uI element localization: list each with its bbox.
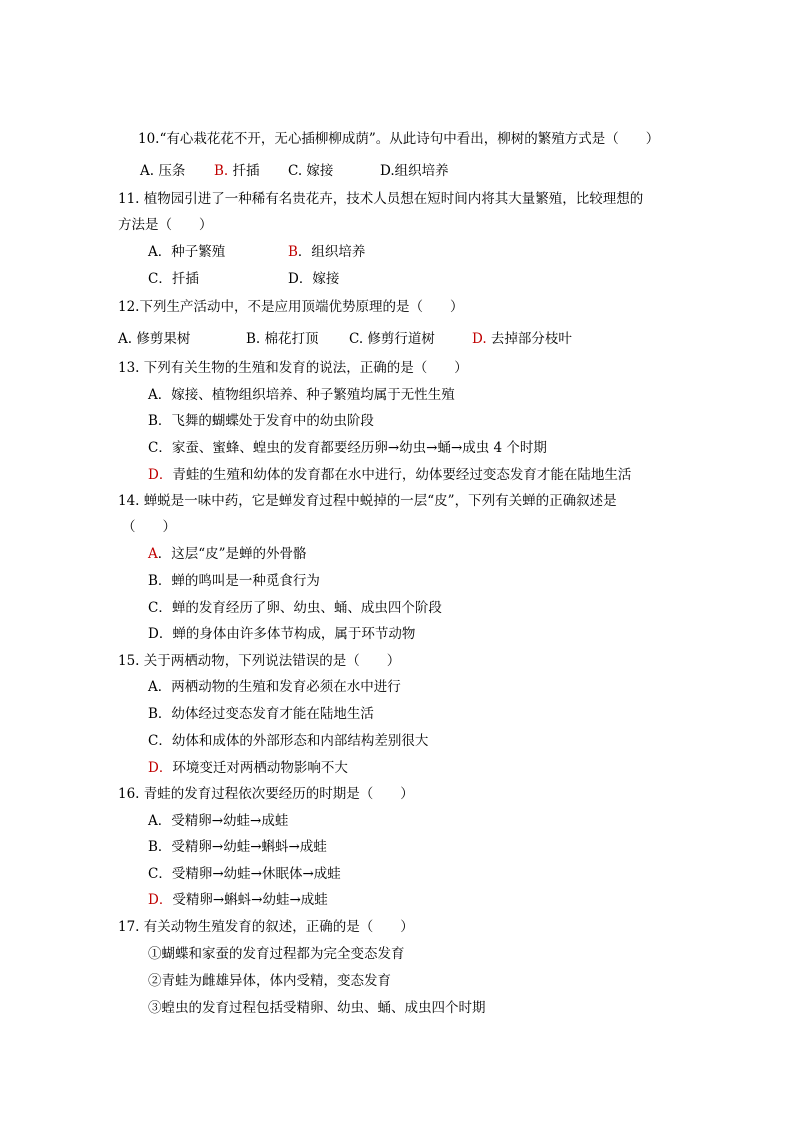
q16-option-b: B．受精卵→幼蛙→蝌蚪→成蛙 — [148, 839, 327, 855]
q11-option-a: A．种子繁殖 — [148, 244, 226, 260]
q11-option-b-letter: B — [288, 244, 298, 260]
q10-option-b-text: 扦插 — [228, 163, 260, 179]
q10-option-a: A. 压条 — [140, 163, 186, 179]
q17-item-3: ③蝗虫的发育过程包括受精卵、幼虫、蛹、成虫四个时期 — [148, 1000, 486, 1016]
q14-option-b: B．蝉的鸣叫是一种觅食行为 — [148, 573, 320, 589]
q16-option-c: C．受精卵→幼蛙→休眠体→成蛙 — [148, 866, 341, 882]
q16-option-a: A．受精卵→幼蛙→成蛙 — [148, 813, 289, 829]
q14-stem-line2: （ ） — [122, 519, 176, 535]
q10-option-c: C. 嫁接 — [288, 163, 334, 179]
q11-option-b-text: ．组织培养 — [297, 244, 366, 260]
q14-option-a-text: ．这层“皮”是蝉的外骨骼 — [157, 546, 307, 562]
q15-stem: 15. 关于两栖动物，下列说法错误的是（ ） — [118, 653, 401, 669]
q17-item-2: ②青蛙为雌雄异体，体内受精，变态发育 — [148, 973, 391, 989]
q15-option-b: B．幼体经过变态发育才能在陆地生活 — [148, 706, 374, 722]
q15-option-c: C．幼体和成体的外部形态和内部结构差别很大 — [148, 733, 429, 749]
q16-option-d — [148, 891, 328, 909]
q10-option-b-letter: B. — [214, 163, 229, 179]
q10-option-d: D.组织培养 — [380, 163, 449, 179]
q17-item-1: ①蝴蝶和家蚕的发育过程都为完全变态发育 — [148, 946, 405, 962]
q15-option-d — [148, 759, 348, 777]
q11-stem-line1: 11. 植物园引进了一种稀有名贵花卉，技术人员想在短时间内将其大量繁殖，比较理想的 — [118, 191, 644, 207]
q13-option-b: B．飞舞的蝴蝶处于发育中的幼虫阶段 — [148, 413, 374, 429]
q12-options — [118, 330, 572, 348]
q12-option-b: B. 棉花打顶 — [246, 331, 319, 347]
q13-option-c: C．家蚕、蜜蜂、蝗虫的发育都要经历卵→幼虫→蛹→成虫 4 个时期 — [148, 440, 547, 456]
q13-option-d — [148, 466, 631, 484]
q10-option-b — [214, 162, 288, 180]
q11-stem-line2: 方法是（ ） — [118, 217, 213, 233]
q11-option-d: D．嫁接 — [288, 271, 340, 287]
q14-option-c: C．蝉的发育经历了卵、幼虫、蛹、成虫四个阶段 — [148, 600, 442, 616]
q11-options-row2 — [148, 270, 339, 288]
q11-option-b — [288, 243, 365, 261]
q13-option-a: A．嫁接、植物组织培养、种子繁殖均属于无性生殖 — [148, 387, 455, 403]
q15-option-d-text: 环境变迁对两栖动物影响不大 — [172, 760, 348, 776]
q15-option-a: A．两栖动物的生殖和发育必须在水中进行 — [148, 679, 401, 695]
q12-option-c: C. 修剪行道树 — [349, 331, 435, 347]
q13-option-d-letter: D． — [148, 467, 173, 483]
q16-option-d-letter: D． — [148, 892, 173, 908]
q12-option-d — [472, 330, 572, 348]
q12-option-d-letter: D. — [472, 331, 487, 347]
q13-stem: 13. 下列有关生物的生殖和发育的说法，正确的是（ ） — [118, 360, 468, 376]
q14-option-a — [148, 545, 307, 563]
q11-option-c: C．扦插 — [148, 271, 199, 287]
q10-options — [140, 162, 449, 180]
q11-options-row1 — [148, 243, 365, 261]
q12-stem: 12.下列生产活动中，不是应用顶端优势原理的是（ ） — [118, 299, 464, 315]
q16-stem: 16. 青蛙的发育过程依次要经历的时期是（ ） — [118, 786, 414, 802]
q14-stem-line1: 14. 蝉蜕是一味中药，它是蝉发育过程中蜕掉的一层“皮”，下列有关蝉的正确叙述是 — [118, 493, 617, 509]
q14-option-d: D．蝉的身体由许多体节构成，属于环节动物 — [148, 626, 416, 642]
q12-option-a: A. 修剪果树 — [118, 331, 191, 347]
q14-option-a-letter: A — [148, 546, 158, 562]
q13-option-d-text: 青蛙的生殖和幼体的发育都在水中进行，幼体要经过变态发育才能在陆地生活 — [172, 467, 632, 483]
q12-option-d-text: 去掉部分枝叶 — [486, 331, 572, 347]
q15-option-d-letter: D． — [148, 760, 173, 776]
q16-option-d-text: 受精卵→蝌蚪→幼蛙→成蛙 — [172, 892, 328, 908]
q10-stem: 10.“有心栽花花不开，无心插柳柳成荫”。从此诗句中看出，柳树的繁殖方式是（ ） — [138, 131, 660, 147]
q17-stem: 17. 有关动物生殖发育的叙述，正确的是（ ） — [118, 919, 414, 935]
